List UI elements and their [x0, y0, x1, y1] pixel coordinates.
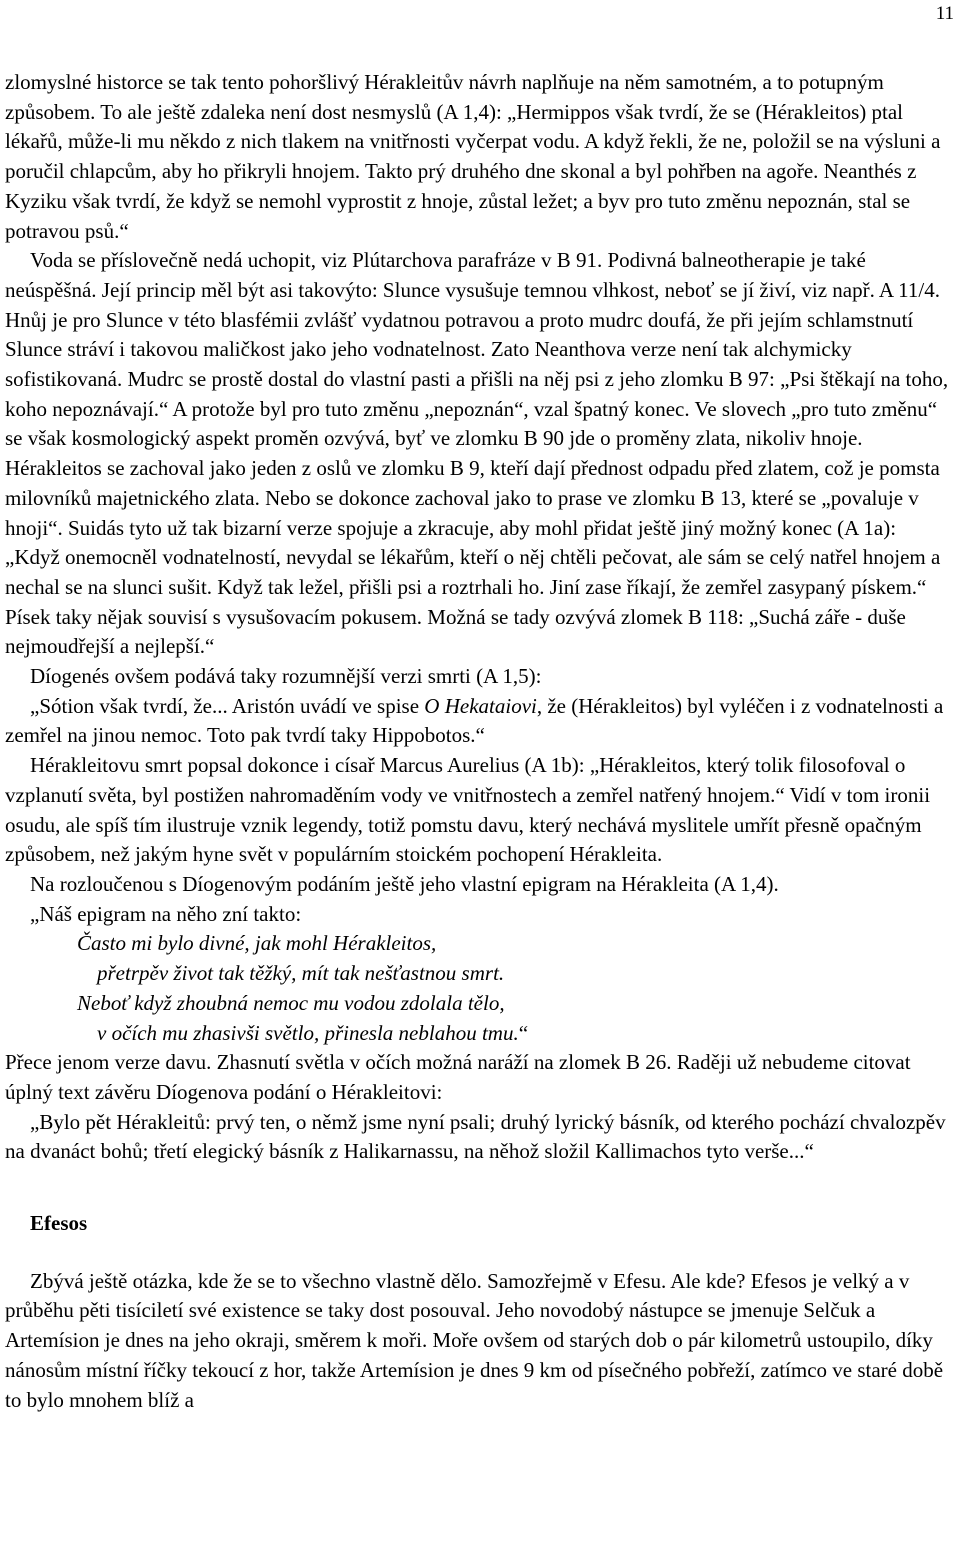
verse-line-1: Často mi bylo divné, jak mohl Hérakleitos, [77, 931, 437, 956]
paragraph-9: „Bylo pět Hérakleitů: prvý ten, o němž jsme nyní psali; druhý lyrický básník, od kterého pochází chvalozpěv na dvanáct bohů; třetí elegický básník z Halikarnassu, na něhož složil Kallimachos tyto verše...“ [5, 1109, 946, 1164]
epigram-verse [5, 929, 955, 1048]
section-heading: Efesos [30, 1211, 88, 1236]
verse-line-4-text: v očích mu zhasivši světlo, přinesla neblahou tmu. [97, 1020, 519, 1045]
verse-line-2: přetrpěv život tak těžký, mít tak nešťastnou smrt. [97, 961, 505, 986]
paragraph-8: Přece jenom verze davu. Zhasnutí světla v očích možná naráží na zlomek B 26. Raději už nebudeme citovat úplný text závěru Díogenova podání o Hérakleitovi: [5, 1050, 911, 1104]
paragraph-2: Voda se příslovečně nedá uchopit, viz Plútarchova parafráze v B 91. Podivná balneotherapie je také neúspěšná. Její princip měl být asi takovýto: Slunce vysušuje temnou vlhkost, neboť se jí živí, viz např. A 11/4. Hnůj je pro Slunce v této blasfémii zvlášť vydatnou potravou a proto mudrc doufá, že při jejím schlamstnutí Slunce stráví i takovou maličkost jako jeho vodnatelnost. Zato Neanthova verze není tak alchymicky sofistikovaná. Mudrc se prostě dostal do vlastní pasti a přišli na něj psi z jeho zlomku B 97: „Psi štěkají na toho, koho nepoznávají.“ A protože byl pro tuto změnu „nepoznán“, vzal špatný konec. Ve slovech „pro tuto změnu“ se však kosmologický aspekt proměn ozvývá, byť ve zlomku B 90 jde o proměny zlata, nikoliv hnoje. Hérakleitos se zachoval jako jeden z oslů ve zlomku B 9, kteří dají přednost odpadu před zlatem, což je pomsta milovníků majetnického zlata. Nebo se dokonce zachoval jako to prase ve zlomku B 13, které se „povaluje v hnoji“. Suidás tyto už tak bizarní verze spojuje a zkracuje, aby mohl přidat ještě jiný možný konec (A 1a): „Když onemocněl vodnatelností, nevydal se lékařům, kteří o něj chtěli pečovat, ale sám se celý natřel hnojem a nechal se na slunci sušit. Když tak ležel, přišli psi a roztrhali ho. Jiní zase říkají, že zemřel zasypaný pískem.“ Písek taky nějak souvisí s vysušovacím pokusem. Možná se tady ozvývá zlomek B 118: „Suchá záře - duše nejmoudřejší a nejlepší.“ [5, 248, 949, 659]
paragraph-4-text-a: „Sótion však tvrdí, že... Aristón uvádí ve spise [30, 693, 425, 718]
section-gap [5, 1239, 955, 1267]
document-body [5, 68, 955, 1415]
paragraph-10: Zbývá ještě otázka, kde že se to všechno vlastně dělo. Samozřejmě v Efesu. Ale kde? Efesos je velký a v průběhu pěti tisíciletí své existence se taky dost posouval. Jeho novodobý nástupce se jmenuje Selčuk a Artemísion je dnes na jeho okraji, směrem k moři. Moře ovšem od starých dob o pár kilometrů ustoupilo, díky nánosům místní říčky tekoucí z hor, takže Artemísion je dnes 9 km od písečného pobřeží, zatímco ve staré době to bylo mnohem blíž a [5, 1268, 944, 1412]
paragraph-3: Díogenés ovšem podává taky rozumnější verzi smrti (A 1,5): [30, 664, 542, 689]
paragraph-1: zlomyslné historce se tak tento pohoršlivý Hérakleitův návrh naplňuje na něm samotném, a to potupným způsobem. To ale ještě zdaleka není dost nesmyslů (A 1,4): „Hermippos však tvrdí, že se (Hérakleitos) ptal lékařů, může-li mu někdo z nich tlakem na vnitřnosti vyčerpat vodu. A když řekli, že ne, položil se na výsluni a poručil chlapcům, aby ho přikryli hnojem. Takto prý druhého dne skonal a byl pohřben na agoře. Neanthés z Kyziku však tvrdí, že když se nemohl vyprostit z hnoje, zůstal ležet; a byv pro tuto změnu nepoznán, stal se potravou psů.“ [5, 70, 941, 243]
paragraph-6: Na rozloučenou s Díogenovým podáním ještě jeho vlastní epigram na Hérakleita (A 1,4). [30, 871, 779, 896]
paragraph-7: „Náš epigram na něho zní takto: [30, 901, 302, 926]
work-title: O Hekataiovi [424, 693, 537, 718]
verse-line-3: Neboť když zhoubná nemoc mu vodou zdolala tělo, [77, 990, 505, 1015]
verse-line-4 [77, 1019, 955, 1049]
paragraph-4-text-b: , že (Hérakleitos) byl vyléčen i z vodnatelnosti a zemřel na jinou nemoc. Toto pak tvrdí taky Hippobotos.“ [5, 693, 944, 748]
page-number: 11 [935, 3, 954, 24]
paragraph-5: Hérakleitovu smrt popsal dokonce i císař Marcus Aurelius (A 1b): „Hérakleitos, který tolik filosofoval o vzplanutí světa, byl postižen nahromaděním vody ve vnitřnostech a zemřel natřený hnojem.“ Vidí v tom ironii osudu, ale spíš tím ilustruje vznik legendy, totiž pomstu davu, který nechává myslitele umřít přesně opačným způsobem, než jakým hyne svět v populárním stoickém pochopení Hérakleita. [5, 753, 931, 867]
verse-close-quote: “ [518, 1020, 529, 1045]
paragraph-4 [5, 692, 955, 751]
